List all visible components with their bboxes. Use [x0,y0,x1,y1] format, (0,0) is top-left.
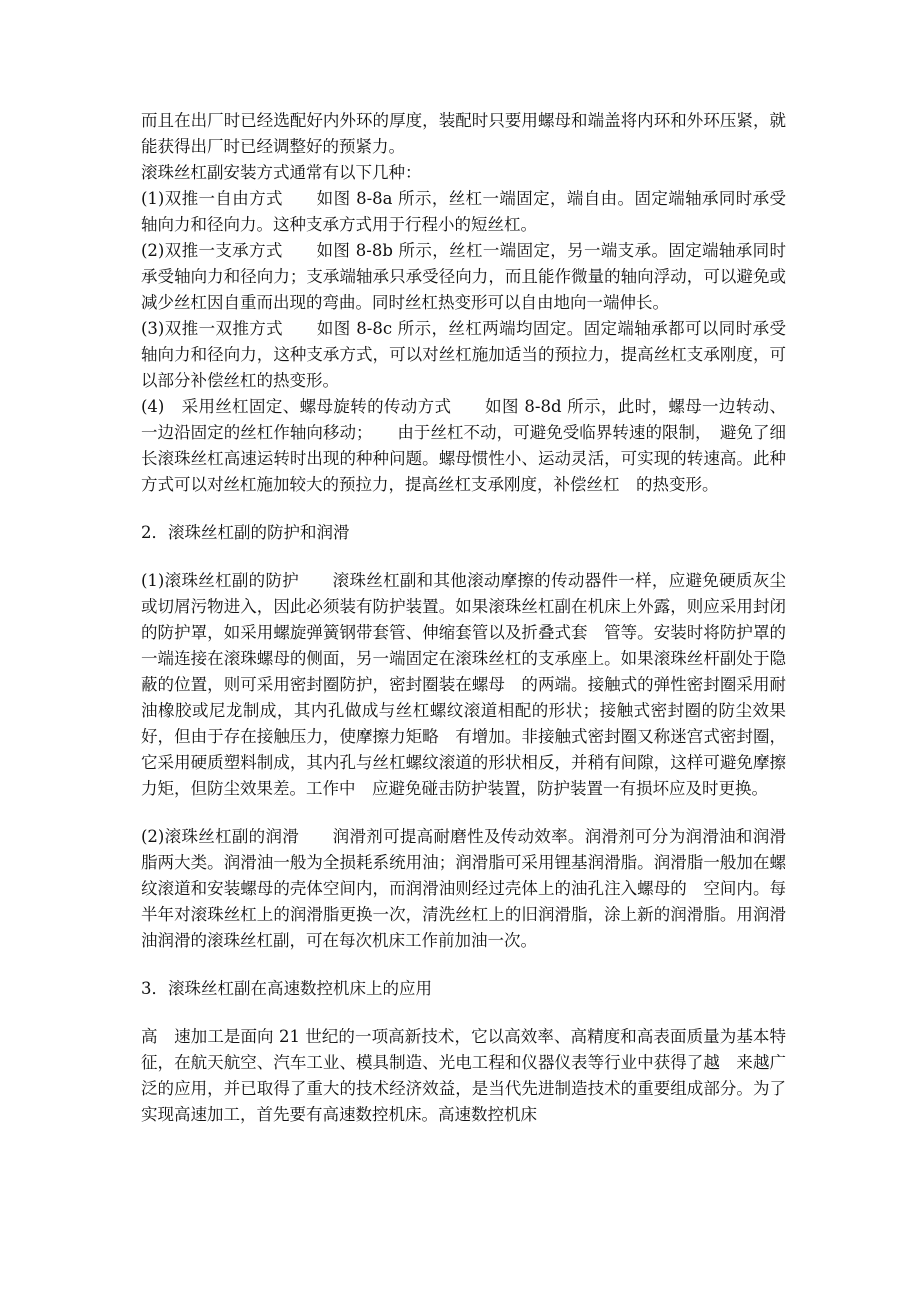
paragraph: 而且在出厂时已经选配好内外环的厚度，装配时只要用螺母和端盖将内环和外环压紧，就能获得出厂时已经调整好的预紧力。 [141,111,786,156]
section-heading: 2．滚珠丝杠副的防护和润滑 [141,523,350,542]
document-body [141,108,803,1128]
paragraph-gap [141,498,786,520]
paragraph-gap [141,1002,786,1024]
section-heading: 3．滚珠丝杠副在高速数控机床上的应用 [141,979,432,998]
paragraph: (2)双推一支承方式 如图 8-8b 所示，丝杠一端固定，另一端支承。固定端轴承同时承受轴向力和径向力；支承端轴承只承受径向力，而且能作微量的轴向浮动，可以避免或减少丝杠因自重而出现的弯曲。同时丝杠热变形可以自由地向一端伸长。 [141,241,786,312]
paragraph: 滚珠丝杠副安装方式通常有以下几种： [141,163,422,182]
paragraph-gap [141,802,786,824]
paragraph-gap [141,954,786,976]
paragraph: (3)双推一双推方式 如图 8-8c 所示，丝杠两端均固定。固定端轴承都可以同时承受轴向力和径向力，这种支承方式，可以对丝杠施加适当的预拉力，提高丝杠支承刚度，可以部分补偿丝杠的热变形。 [141,319,786,390]
paragraph-gap [141,546,786,568]
paragraph: (4) 采用丝杠固定、螺母旋转的传动方式 如图 8-8d 所示，此时，螺母一边转动、一边沿固定的丝杠作轴向移动； 由于丝杠不动，可避免受临界转速的限制， 避免了细长滚珠丝杠高速运转时出现的种种问题。螺母惯性小、运动灵活，可实现的转速高。此种方式可以对丝杠施加较大的预拉力，提高丝杠支承刚度，补偿丝杠 的热变形。 [141,397,786,494]
paragraph: (1)滚珠丝杠副的防护 滚珠丝杠副和其他滚动摩擦的传动器件一样，应避免硬质灰尘或切屑污物进入，因此必须装有防护装置。如果滚珠丝杠副在机床上外露，则应采用封闭的防护罩，如采用螺旋弹簧钢带套管、伸缩套管以及折叠式套 管等。安装时将防护罩的一端连接在滚珠螺母的侧面，另一端固定在滚珠丝杠的支承座上。如果滚珠丝杆副处于隐蔽的位置，则可采用密封圈防护，密封圈装在螺母 的两端。接触式的弹性密封圈采用耐油橡胶或尼龙制成，其内孔做成与丝杠螺纹滚道相配的形状；接触式密封圈的防尘效果好，但由于存在接触压力，使摩擦力矩略 有增加。非接触式密封圈又称迷宫式密封圈，它采用硬质塑料制成，其内孔与丝杠螺纹滚道的形状相反，并稍有间隙，这样可避免摩擦力矩，但防尘效果差。工作中 应避免碰击防护装置，防护装置一有损坏应及时更换。 [141,571,786,798]
paragraph: (1)双推一自由方式 如图 8-8a 所示，丝杠一端固定，端自由。固定端轴承同时承受轴向力和径向力。这种支承方式用于行程小的短丝杠。 [141,189,786,234]
paragraph: 高 速加工是面向 21 世纪的一项高新技术，它以高效率、高精度和高表面质量为基本特征，在航天航空、汽车工业、模具制造、光电工程和仪器仪表等行业中获得了越 来越广泛的应用，并已取得了重大的技术经济效益，是当代先进制造技术的重要组成部分。为了实现高速加工，首先要有高速数控机床。高速数控机床 [141,1027,786,1124]
paragraph: (2)滚珠丝杠副的润滑 润滑剂可提高耐磨性及传动效率。润滑剂可分为润滑油和润滑 脂两大类。润滑油一般为全损耗系统用油；润滑脂可采用锂基润滑脂。润滑脂一般加在螺纹滚道和安装螺母的壳体空间内，而润滑油则经过壳体上的油孔注入螺母的 空间内。每半年对滚珠丝杠上的润滑脂更换一次，清洗丝杠上的旧润滑脂，涂上新的润滑脂。用润滑油润滑的滚珠丝杠副，可在每次机床工作前加油一次。 [141,827,803,950]
